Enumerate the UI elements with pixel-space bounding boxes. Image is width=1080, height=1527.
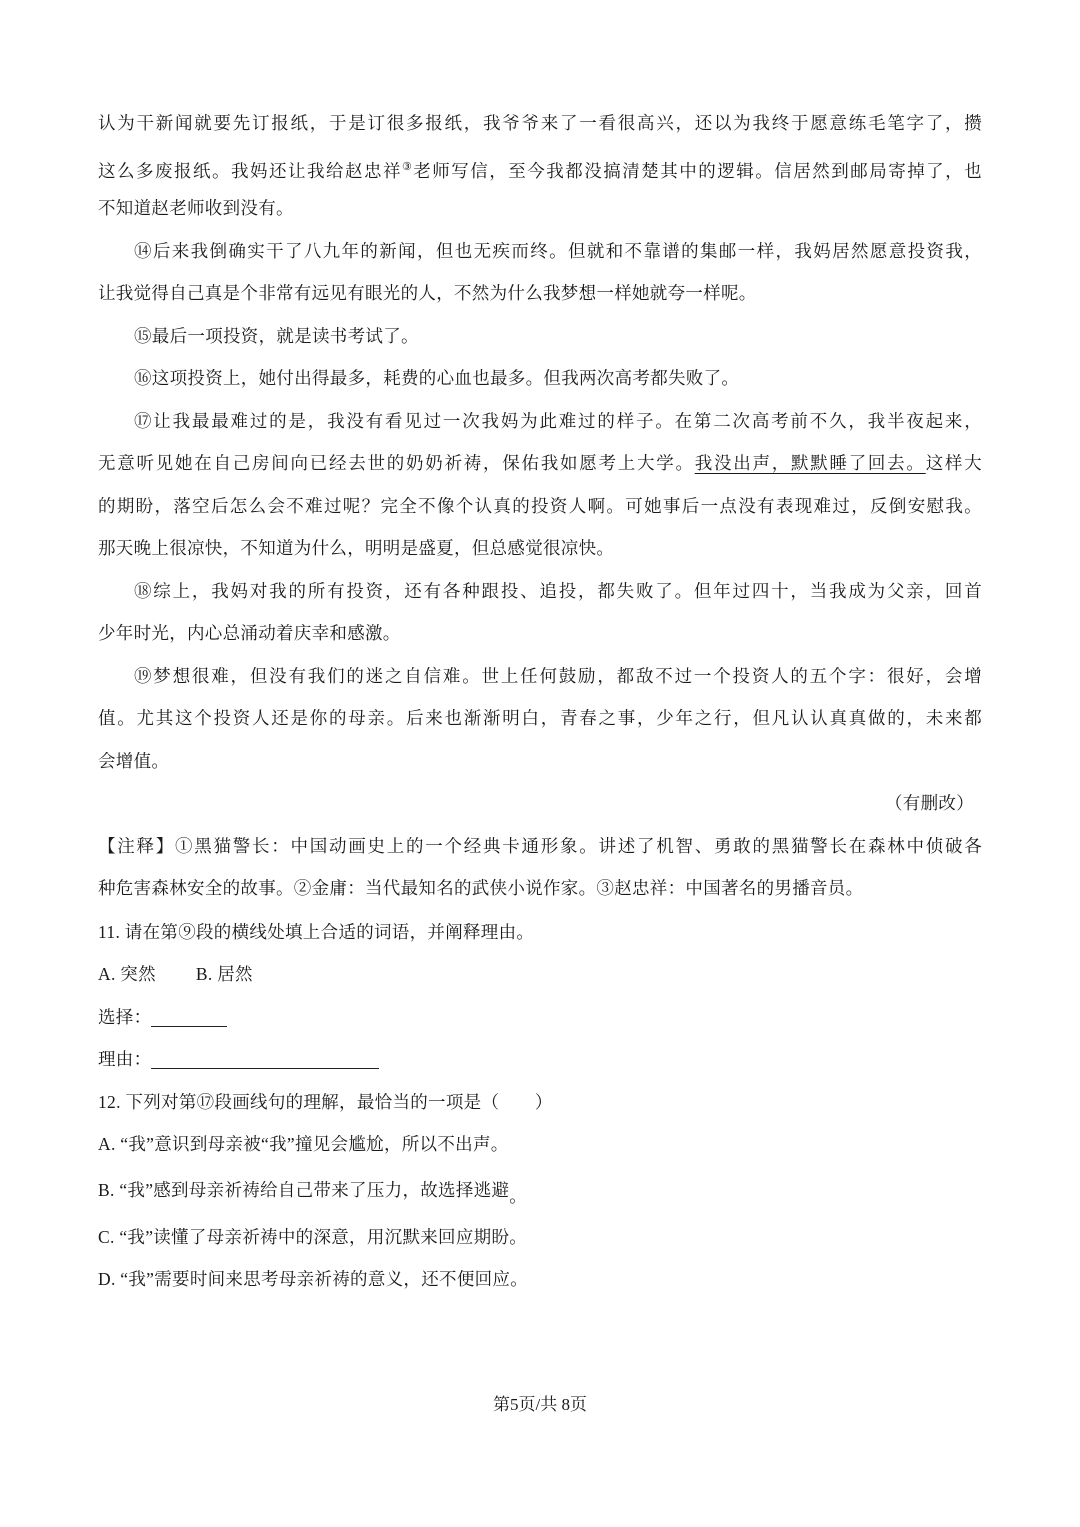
passage-line: 认为干新闻就要先订报纸，于是订很多报纸，我爷爷来了一看很高兴，还以为我终于愿意练毛笔字了，攒 bbox=[98, 114, 982, 134]
page-number: 第5页/共 8页 bbox=[493, 1395, 587, 1414]
page-content bbox=[98, 103, 982, 1301]
passage-line: 那天晚上很凉快，不知道为什么，明明是盛夏，但总感觉很凉快。 bbox=[98, 539, 615, 559]
passage-line: 的期盼，落空后怎么会不难过呢？完全不像个认真的投资人啊。可她事后一点没有表现难过，反倒安慰我。 bbox=[98, 496, 982, 517]
passage-line bbox=[98, 443, 982, 486]
option-b: B. 居然 bbox=[195, 964, 253, 984]
paragraph-16: ⑯这项投资上，她付出得最多，耗费的心血也最多。但我两次高考都失败了。 bbox=[134, 369, 740, 389]
passage-text: 这样大 bbox=[925, 454, 982, 474]
annotations bbox=[98, 826, 982, 911]
note-line: 【注释】①黑猫警长：中国动画史上的一个经典卡通形象。讲述了机智、勇敢的黑猫警长在森林中侦破各 bbox=[98, 836, 982, 857]
paragraph-15: ⑮最后一项投资，就是读书考试了。 bbox=[134, 326, 419, 347]
reading-passage bbox=[98, 103, 982, 826]
passage-line bbox=[98, 146, 982, 189]
passage-line: 值。尤其这个投资人还是你的母亲。后来也渐渐明白，青春之事，少年之行，但凡认认真真做的，未来都 bbox=[98, 709, 982, 729]
reason-row bbox=[98, 1038, 982, 1081]
question-options bbox=[98, 953, 982, 996]
choice-row bbox=[98, 996, 982, 1039]
passage-text: 老师写信，至今我都没搞清楚其中的逻辑。信居然到邮局寄掉了，也 bbox=[413, 161, 982, 182]
passage-line: 会增值。 bbox=[98, 751, 170, 772]
passage-line: 少年时光，内心总涌动着庆幸和感激。 bbox=[98, 624, 401, 644]
option-b-period: 。 bbox=[509, 1185, 528, 1206]
paragraph-17: ⑰让我最最难过的是，我没有看见过一次我妈为此难过的样子。在第二次高考前不久，我半夜起来， bbox=[134, 411, 982, 432]
passage-line: 让我觉得自己真是个非常有远见有眼光的人，不然为什么我梦想一样她就夸一样呢。 bbox=[98, 284, 757, 304]
paragraph-18: ⑱综上，我妈对我的所有投资，还有各种跟投、追投，都失败了。但年过四十，当我成为父亲，回首 bbox=[134, 581, 982, 602]
question-12 bbox=[98, 1081, 982, 1301]
option-d[interactable]: D. “我”需要时间来思考母亲祈祷的意义，还不便回应。 bbox=[98, 1269, 529, 1289]
passage-line: 不知道赵老师收到没有。 bbox=[98, 199, 294, 219]
option-a: A. 突然 bbox=[98, 964, 156, 984]
reason-label: 理由： bbox=[98, 1049, 152, 1069]
paragraph-14: ⑭后来我倒确实干了八九年的新闻，但也无疾而终。但就和不靠谱的集邮一样，我妈居然愿意投资我， bbox=[134, 241, 982, 262]
choice-label: 选择： bbox=[98, 1006, 152, 1027]
option-a[interactable]: A. “我”意识到母亲被“我”撞见会尴尬，所以不出声。 bbox=[98, 1134, 509, 1154]
paragraph-19: ⑲梦想很难，但没有我们的迷之自信难。世上任何鼓励，都敌不过一个投资人的五个字：很好，会增 bbox=[134, 666, 982, 687]
choice-blank[interactable] bbox=[151, 1008, 227, 1027]
reason-blank[interactable] bbox=[151, 1050, 379, 1069]
question-11 bbox=[98, 911, 982, 1081]
question-stem: 11. 请在第⑨段的横线处填上合适的词语，并阐释理由。 bbox=[98, 921, 535, 942]
question-stem: 12. 下列对第⑰段画线句的理解，最恰当的一项是（ ） bbox=[98, 1091, 553, 1112]
source-note: （有删改） bbox=[885, 794, 974, 814]
option-b[interactable] bbox=[98, 1166, 982, 1216]
option-c[interactable]: C. “我”读懂了母亲祈祷中的深意，用沉默来回应期盼。 bbox=[98, 1226, 528, 1247]
footnote-marker: ③ bbox=[401, 159, 414, 173]
passage-text: 无意听见她在自己房间向已经去世的奶奶祈祷，保佑我如愿考上大学。 bbox=[98, 454, 695, 474]
note-line: 种危害森林安全的故事。②金庸：当代最知名的武侠小说作家。③赵忠祥：中国著名的男播音员。 bbox=[98, 879, 864, 899]
passage-text: 这么多废报纸。我妈还让我给赵忠祥 bbox=[98, 161, 402, 182]
underlined-sentence: 我没出声，默默睡了回去。 bbox=[694, 454, 926, 474]
option-b-text: B. “我”感到母亲祈祷给自己带来了压力，故选择逃避 bbox=[98, 1179, 510, 1200]
